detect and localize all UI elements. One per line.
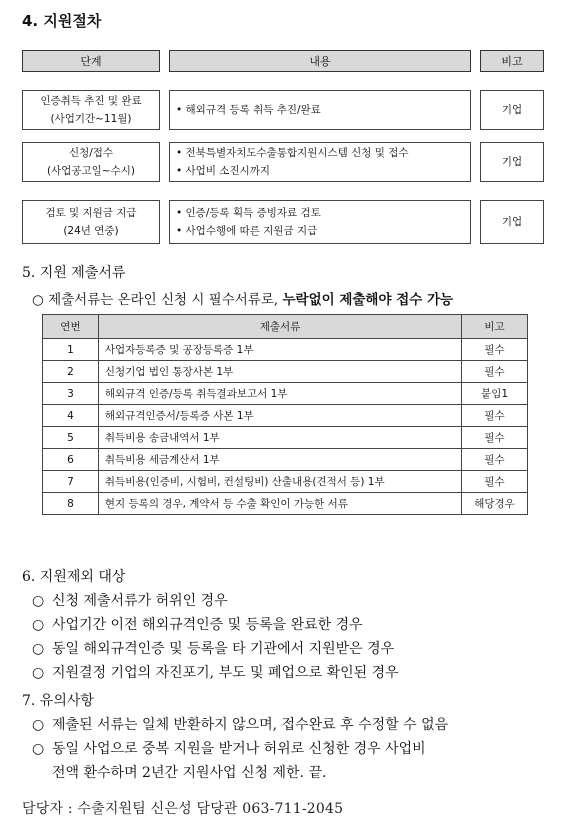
caution-text: 제출된 서류는 일체 반환하지 않으며, 접수완료 후 수정할 수 없음 — [52, 717, 449, 733]
row-remark: 필수 — [462, 361, 528, 383]
bullet-circle-icon: ○ — [32, 617, 45, 633]
procedure-note-cell — [480, 90, 544, 130]
note-text: 기업 — [501, 216, 523, 228]
bullet-circle-icon: ○ — [32, 665, 45, 681]
row-no: 4 — [43, 405, 99, 427]
row-no: 8 — [43, 493, 99, 515]
section6-title: 6. 지원제외 대상 — [22, 569, 126, 585]
table-row — [43, 427, 528, 449]
exclusion-text: 신청 제출서류가 허위인 경우 — [52, 593, 228, 609]
row-doc: 취득비용(인증비, 시험비, 컨설팅비) 산출내용(견적서 등) 1부 — [98, 471, 461, 493]
table-row — [43, 493, 528, 515]
bullet-circle-icon: ○ — [32, 641, 45, 657]
header-note: 비고 — [480, 50, 544, 72]
procedure-stage-cell — [22, 200, 160, 244]
exclusion-text: 지원결정 기업의 자진포기, 부도 및 폐업으로 확인된 경우 — [52, 665, 399, 681]
table-row — [43, 339, 528, 361]
header-doc: 제출서류 — [98, 315, 461, 339]
caution-item — [32, 738, 426, 758]
header-stage: 단계 — [22, 50, 160, 72]
row-doc: 해외규격인증서/등록증 사본 1부 — [98, 405, 461, 427]
section7-title: 7. 유의사항 — [22, 693, 94, 709]
stage-line: 인증취득 추진 및 완료 — [40, 95, 142, 107]
row-remark: 필수 — [462, 449, 528, 471]
note-emphasis: 누락없이 제출해야 접수 가능 — [282, 292, 454, 308]
exclusion-item — [32, 590, 228, 610]
caution-item — [32, 714, 448, 734]
procedure-content-cell — [169, 200, 471, 244]
procedure-stage-cell — [22, 142, 160, 182]
row-remark: 필수 — [462, 427, 528, 449]
procedure-content-cell — [169, 142, 471, 182]
content-line: • 인증/등록 획득 증빙자료 검토 — [176, 207, 321, 219]
row-doc: 취득비용 세금계산서 1부 — [98, 449, 461, 471]
content-line: • 사업비 소진시까지 — [176, 165, 271, 177]
exclusion-text: 동일 해외규격인증 및 등록을 타 기관에서 지원받은 경우 — [52, 641, 395, 657]
caution-text: 동일 사업으로 중복 지원을 받거나 허위로 신청한 경우 사업비 — [52, 741, 426, 757]
bullet-circle-icon: ○ — [32, 717, 45, 733]
section5-title: 5. 지원 제출서류 — [22, 265, 126, 281]
row-no: 1 — [43, 339, 99, 361]
section4-title: 4. 지원절차 — [22, 12, 102, 30]
stage-line: 검토 및 지원금 지급 — [45, 207, 137, 219]
procedure-note-cell — [480, 142, 544, 182]
bullet-circle-icon: ○ — [32, 741, 45, 757]
header-content: 내용 — [169, 50, 471, 72]
row-remark: 해당경우 — [462, 493, 528, 515]
header-no: 연번 — [43, 315, 99, 339]
row-no: 3 — [43, 383, 99, 405]
stage-line: 신청/접수 — [68, 147, 114, 159]
table-row — [43, 449, 528, 471]
row-remark: 필수 — [462, 339, 528, 361]
stage-subline: (24년 연중) — [63, 225, 119, 237]
note-prefix: ○ 제출서류는 온라인 신청 시 필수서류로, — [32, 292, 283, 308]
table-row — [43, 405, 528, 427]
note-text: 기업 — [501, 156, 523, 168]
row-remark: 붙임1 — [462, 383, 528, 405]
contact-line: 담당자 : 수출지원팀 신은성 담당관 063-711-2045 — [22, 801, 344, 817]
exclusion-text: 사업기간 이전 해외규격인증 및 등록을 완료한 경우 — [52, 617, 363, 633]
caution-continuation: 전액 환수하며 2년간 지원사업 신청 제한. 끝. — [52, 765, 327, 781]
table-header-row — [43, 315, 528, 339]
row-remark: 필수 — [462, 405, 528, 427]
row-doc: 취득비용 송금내역서 1부 — [98, 427, 461, 449]
note-text: 기업 — [501, 104, 523, 116]
content-line: • 전북특별자치도수출통합지원시스템 신청 및 접수 — [176, 147, 409, 159]
row-no: 6 — [43, 449, 99, 471]
exclusion-item — [32, 638, 394, 658]
header-remark: 비고 — [462, 315, 528, 339]
bullet-circle-icon: ○ — [32, 593, 45, 609]
procedure-stage-cell — [22, 90, 160, 130]
table-row — [43, 383, 528, 405]
procedure-note-cell — [480, 200, 544, 244]
content-line: • 사업수행에 따른 지원금 지급 — [176, 225, 318, 237]
section5-note — [32, 288, 453, 308]
procedure-content-cell — [169, 90, 471, 130]
exclusion-item — [32, 614, 363, 634]
row-no: 2 — [43, 361, 99, 383]
row-no: 7 — [43, 471, 99, 493]
row-no: 5 — [43, 427, 99, 449]
documents-table — [42, 314, 528, 515]
exclusion-item — [32, 662, 399, 682]
table-row — [43, 471, 528, 493]
stage-subline: (사업기간~11월) — [50, 113, 132, 125]
content-line: • 해외규격 등록 취득 추진/완료 — [176, 104, 321, 116]
table-row — [43, 361, 528, 383]
row-doc: 신청기업 법인 통장사본 1부 — [98, 361, 461, 383]
row-doc: 현지 등록의 경우, 계약서 등 수출 확인이 가능한 서류 — [98, 493, 461, 515]
row-remark: 필수 — [462, 471, 528, 493]
row-doc: 사업자등록증 및 공장등록증 1부 — [98, 339, 461, 361]
stage-subline: (사업공고일~수시) — [47, 165, 135, 177]
row-doc: 해외규격 인증/등록 취득결과보고서 1부 — [98, 383, 461, 405]
